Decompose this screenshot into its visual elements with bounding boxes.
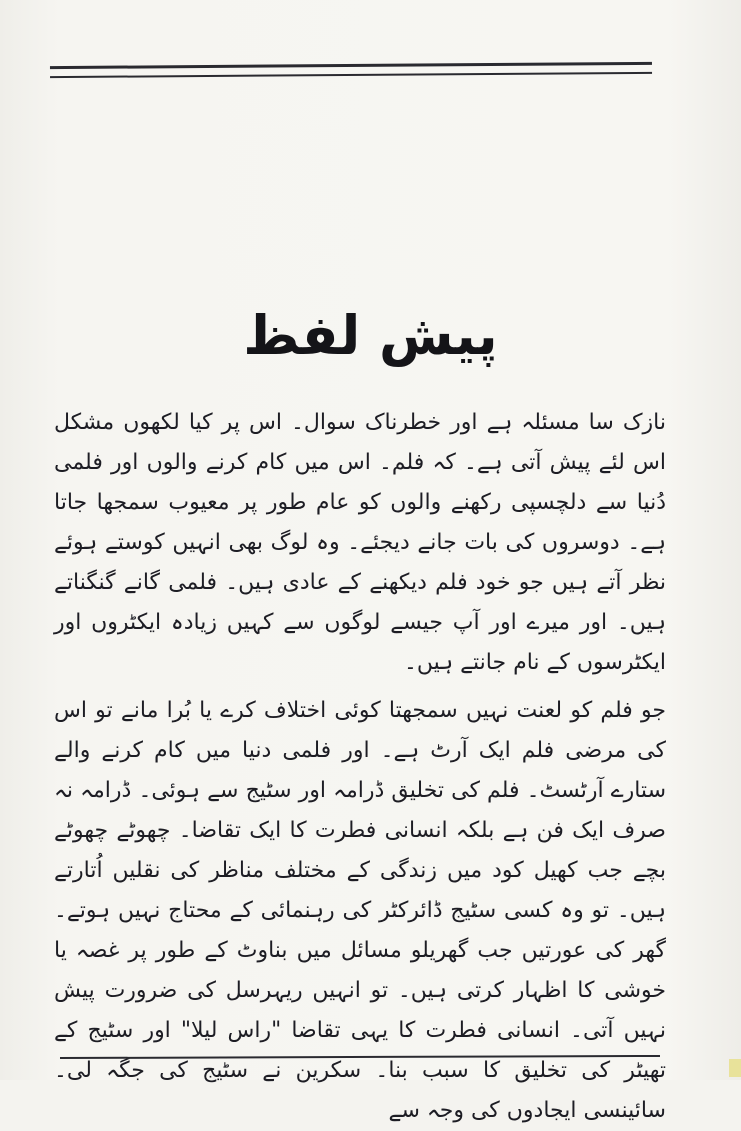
paragraph-2	[54, 691, 666, 1131]
corner-tab	[729, 1059, 741, 1077]
preface-body	[54, 403, 666, 1131]
paragraph-1	[54, 403, 666, 683]
paragraph-1-text: نازک سا مسئلہ ہے اور خطرناک سوال۔ اس پر کیا لکھوں مشکل اس لئے پیش آتی ہے۔ کہ فلم۔ اس میں کام کرنے والوں اور فلمی دُنیا سے دلچسپی رکھنے والوں کو عام طور پر معیوب سمجھا جاتا ہے۔ دوسروں کی بات جانے دیجئے۔ وہ لوگ بھی انہیں کوستے ہوئے نظر آتے ہیں جو خود فلم دیکھنے کے عادی ہیں۔ فلمی گانے گنگناتے ہیں۔ اور میرے اور آپ جیسے لوگوں سے کہیں زیادہ ایکٹروں اور ایکٹرسوں کے نام جانتے ہیں۔	[54, 410, 666, 675]
paragraph-2-text: جو فلم کو لعنت نہیں سمجھتا کوئی اختلاف کرے یا بُرا مانے تو اس کی مرضی فلم ایک آرٹ ہے۔ اور فلمی دنیا میں کام کرنے والے ستارے آرٹسٹ۔ فلم کی تخلیق ڈرامہ اور سٹیج سے ہوئی۔ ڈرامہ نہ صرف ایک فن ہے بلکہ انسانی فطرت کا ایک تقاضا۔ چھوٹے چھوٹے بچے جب کھیل کود میں زندگی کے مختلف مناظر کی نقلیں اُتارتے ہیں۔ تو وہ کسی سٹیج ڈائرکٹر کی رہنمائی کے محتاج نہیں ہوتے۔ گھر کی عورتیں جب گھریلو مسائل میں بناوٹ کے طور پر غصہ یا خوشی کا اظہار کرتی ہیں۔ تو انہیں ریہرسل کی ضرورت پیش نہیں آتی۔ انسانی فطرت کا یہی تقاضا "راس لیلا" اور سٹیج کے تھیٹر کی تخلیق کا سبب بنا۔ سکرین نے سٹیج کی جگہ لی۔ سائینسی ایجادوں کی وجہ سے	[54, 698, 666, 1123]
page-title: پیش لفظ	[243, 304, 498, 367]
top-double-rule	[50, 62, 652, 78]
